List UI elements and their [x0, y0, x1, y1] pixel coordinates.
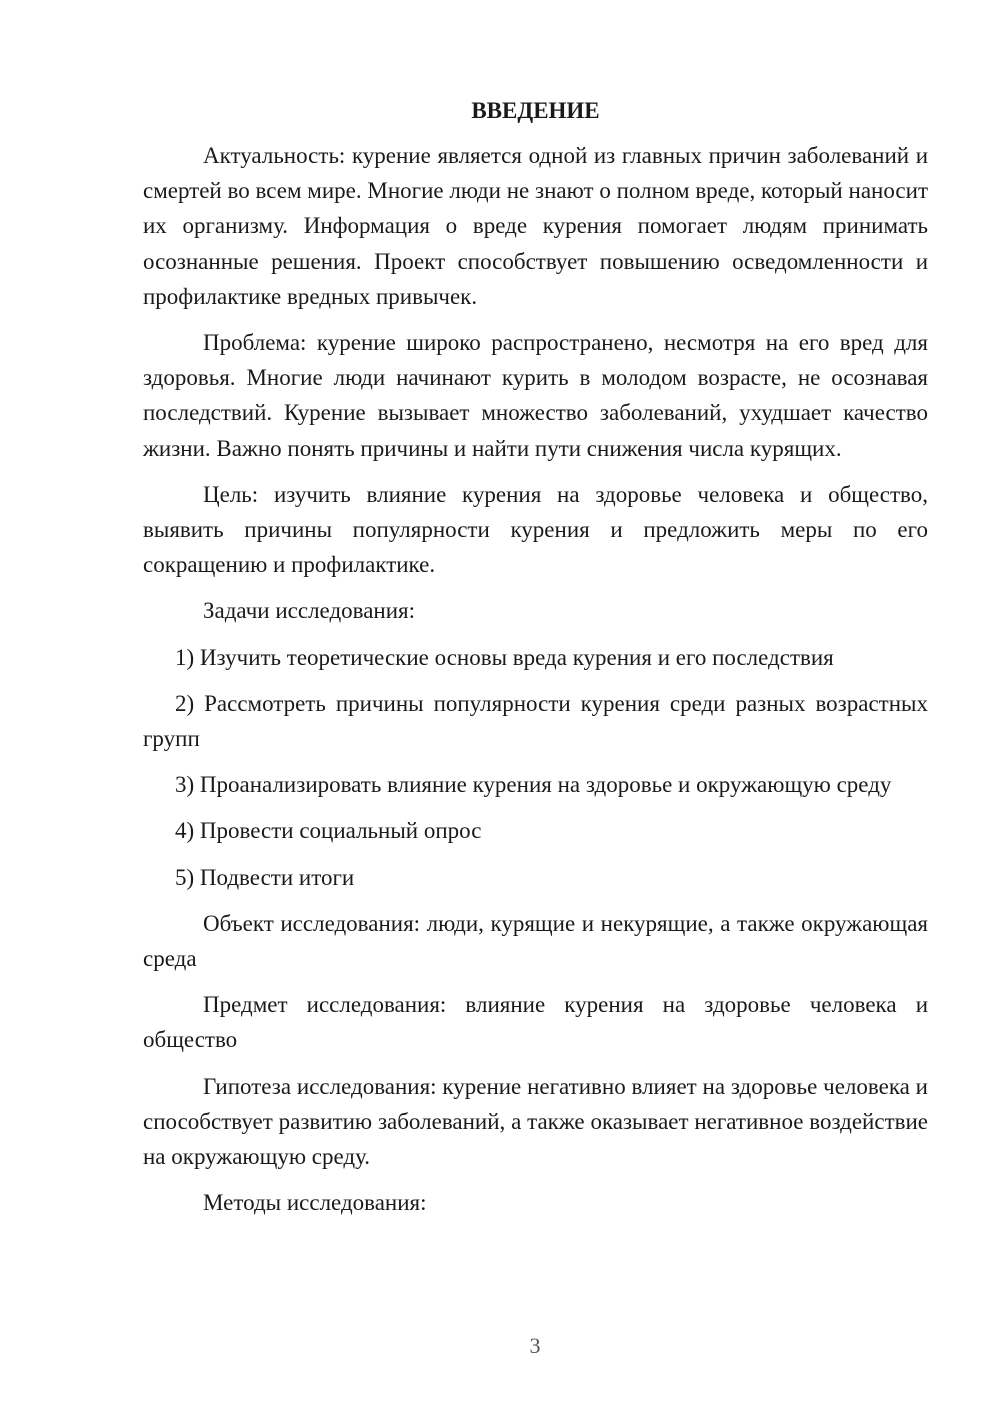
paragraph-object: Объект исследования: люди, курящие и некурящие, а также окружающая среда: [143, 910, 928, 972]
task-item-2: 2) Рассмотреть причины популярности курения среди разных возрастных групп: [143, 690, 928, 752]
paragraph-subject: Предмет исследования: влияние курения на здоровье человека и общество: [143, 992, 928, 1053]
task-item-1: 1) Изучить теоретические основы вреда курения и его последствия: [175, 644, 834, 670]
paragraph-goal: Цель: изучить влияние курения на здоровье человека и общество, выявить причины популярности курения и предложить меры по его сокращению и профилактике.: [143, 481, 928, 578]
tasks-title: Задачи исследования:: [203, 598, 416, 624]
task-item-4: 4) Провести социальный опрос: [175, 818, 482, 844]
paragraph-problem: Проблема: курение широко распространено, несмотря на его вред для здоровья. Многие люди начинают курить в молодом возрасте, не осознавая последствий. Курение вызывает множество заболеваний, ухудшает качество жизни. Важно понять причины и найти пути снижения числа курящих.: [143, 330, 928, 461]
methods-title: Методы исследования:: [203, 1190, 427, 1216]
task-item-3: 3) Проанализировать влияние курения на здоровье и окружающую среду: [175, 772, 892, 798]
page-number: 3: [529, 1333, 541, 1358]
paragraph-hypothesis: Гипотеза исследования: курение негативно влияет на здоровье человека и способствует развитию заболеваний, а также оказывает негативное воздействие на окружающую среду.: [143, 1073, 928, 1170]
task-item-5: 5) Подвести итоги: [175, 864, 355, 890]
paragraph-relevance: Актуальность: курение является одной из главных причин заболеваний и смертей во всем мире. Многие люди не знают о полном вреде, который наносит их организму. Информация о вреде курения помогает людям принимать осознанные решения. Проект способствует повышению осведомленности и профилактике вредных привычек.: [143, 143, 928, 309]
section-heading: ВВЕДЕНИЕ: [471, 98, 600, 123]
page-body: [143, 93, 928, 1231]
